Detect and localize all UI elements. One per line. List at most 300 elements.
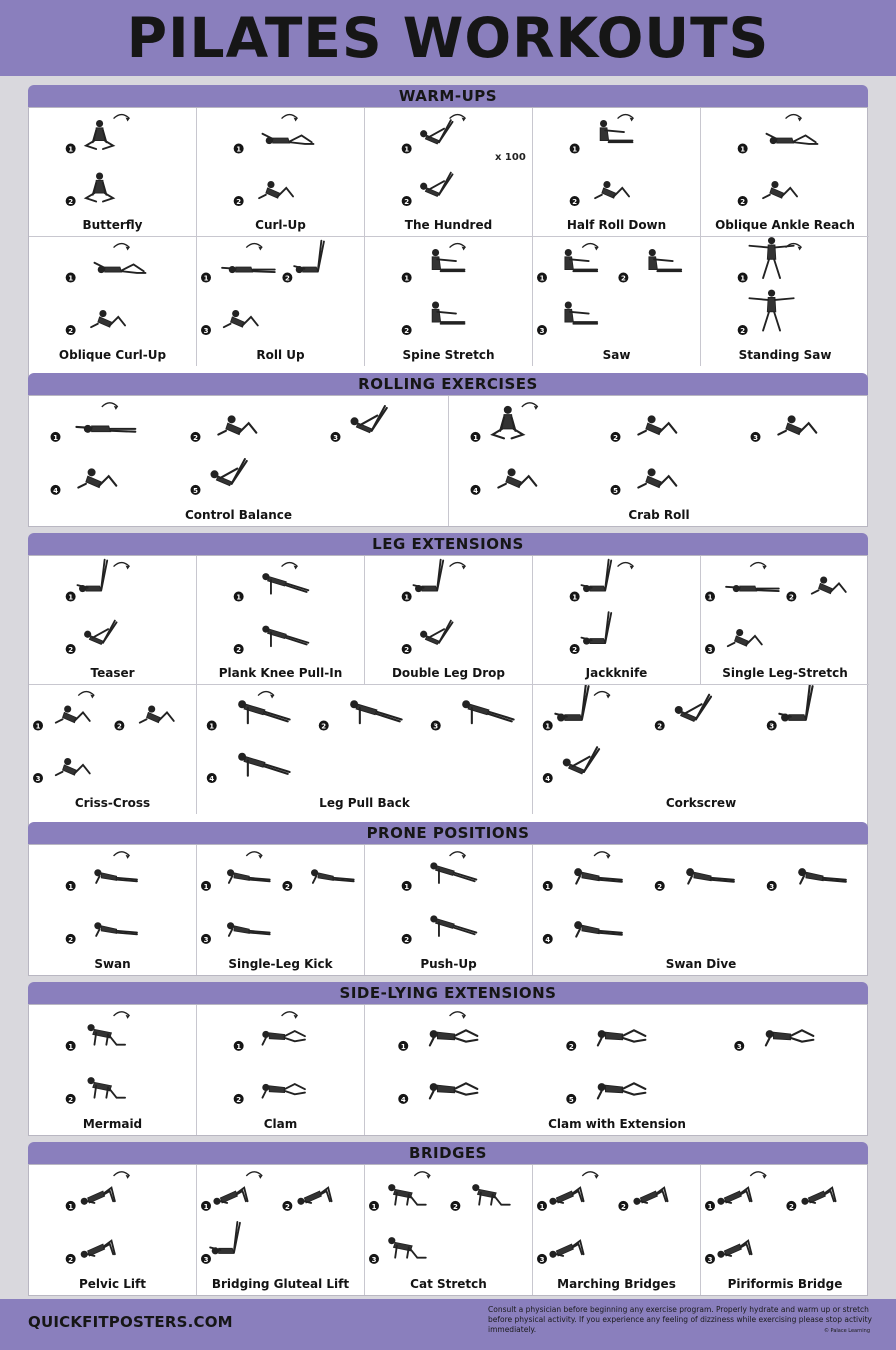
exercise-name: Bridging Gluteal Lift (211, 1277, 350, 1291)
svg-text:3: 3 (203, 1255, 209, 1264)
svg-text:2: 2 (657, 722, 663, 731)
svg-text:1: 1 (707, 1202, 713, 1211)
svg-text:2: 2 (404, 935, 410, 944)
exercise-figure (420, 621, 452, 645)
exercise-figure (726, 585, 779, 592)
svg-text:2: 2 (284, 1202, 290, 1211)
exercise-card-bridging-gluteal-lift (197, 1165, 365, 1295)
exercise-figure (649, 249, 681, 271)
exercise-card-saw (533, 237, 701, 366)
svg-text:3: 3 (35, 775, 41, 784)
exercise-figure (686, 868, 734, 883)
exercise-name: Crab Roll (628, 508, 690, 522)
svg-text:1: 1 (236, 1042, 242, 1051)
exercise-figure (218, 415, 256, 434)
svg-text:2: 2 (68, 327, 74, 336)
svg-text:5: 5 (568, 1095, 574, 1104)
exercise-figure (728, 629, 762, 646)
motion-arrow-icon (522, 403, 538, 407)
exercise-illustration (197, 1165, 365, 1275)
motion-arrow-icon (102, 403, 118, 407)
svg-text:2: 2 (68, 646, 74, 655)
exercise-figure (351, 406, 387, 433)
exercise-card-standing-saw (701, 237, 869, 366)
exercise-figure (600, 120, 632, 142)
svg-text:1: 1 (68, 274, 74, 283)
svg-text:3: 3 (203, 935, 209, 944)
svg-text:1: 1 (209, 722, 215, 731)
exercise-figure (87, 1024, 125, 1045)
exercise-card-double-leg-drop (365, 556, 533, 685)
exercise-illustration (197, 556, 365, 665)
exercise-figure (717, 1188, 751, 1205)
exercise-figure (778, 415, 816, 434)
exercise-name: Marching Bridges (557, 1277, 676, 1291)
exercise-figure (91, 310, 125, 327)
exercise-illustration (701, 237, 869, 346)
exercise-name: Corkscrew (665, 796, 737, 810)
svg-text:3: 3 (753, 433, 758, 442)
exercise-figure (81, 1188, 115, 1205)
exercise-figure (638, 468, 676, 487)
exercise-figure (563, 747, 599, 774)
exercise-card-push-up (365, 845, 533, 975)
svg-text:2: 2 (236, 646, 242, 655)
svg-text:4: 4 (545, 775, 551, 784)
exercise-card-control-balance (29, 396, 449, 526)
section-panel (28, 395, 868, 527)
exercise-name: Push-Up (420, 957, 477, 971)
exercise-illustration (365, 1005, 869, 1115)
exercise-figure (498, 468, 536, 487)
svg-text:3: 3 (203, 327, 209, 336)
exercise-figure (581, 560, 611, 592)
svg-text:2: 2 (452, 1202, 458, 1211)
svg-text:2: 2 (404, 327, 410, 336)
exercise-name: Mermaid (82, 1117, 143, 1131)
exercise-card-half-roll-down (533, 108, 701, 237)
svg-text:3: 3 (371, 1255, 377, 1264)
svg-text:1: 1 (404, 593, 410, 602)
svg-text:1: 1 (53, 433, 58, 442)
exercise-name: Clam with Extension (548, 1117, 686, 1131)
exercise-card-butterfly (29, 108, 197, 237)
exercise-name: Double Leg Drop (391, 666, 506, 680)
motion-arrow-icon (114, 244, 130, 248)
exercise-figure (574, 921, 622, 936)
exercise-illustration (533, 108, 701, 217)
exercise-figure (472, 1184, 510, 1205)
exercise-name: Criss-Cross (74, 796, 151, 810)
exercise-card-spine-stretch (365, 237, 533, 366)
exercise-figure (81, 1241, 115, 1258)
svg-text:1: 1 (740, 274, 746, 283)
exercise-figure (766, 134, 817, 144)
svg-text:2: 2 (321, 722, 327, 731)
exercise-name: Pelvic Lift (79, 1277, 146, 1291)
exercise-figure (227, 869, 270, 883)
section-prone-positions (28, 822, 868, 976)
section-header: PRONE POSITIONS (28, 822, 868, 844)
exercise-figure (749, 237, 793, 278)
svg-text:3: 3 (769, 882, 775, 891)
footer-bar (0, 1299, 896, 1350)
exercise-name: Oblique Ankle Reach (715, 218, 855, 232)
poster-title: PILATES WORKOUTS (126, 6, 770, 70)
svg-text:1: 1 (203, 1202, 209, 1211)
exercise-figure (224, 310, 258, 327)
exercise-figure (462, 700, 513, 723)
exercise-figure (213, 1188, 247, 1205)
svg-text:4: 4 (545, 935, 551, 944)
exercise-figure (294, 241, 324, 273)
exercise-illustration (29, 685, 197, 794)
exercise-name: Saw (602, 348, 631, 362)
svg-text:4: 4 (53, 486, 58, 495)
exercise-card-jackknife (533, 556, 701, 685)
exercise-name: Single-Leg Kick (228, 957, 333, 971)
exercise-name: Jackknife (585, 666, 648, 680)
svg-text:2: 2 (68, 1255, 74, 1264)
svg-text:2: 2 (236, 198, 242, 207)
exercise-illustration (533, 556, 701, 665)
exercise-figure (420, 120, 452, 144)
svg-text:1: 1 (572, 145, 578, 154)
exercise-illustration (365, 845, 533, 955)
section-leg-extensions (28, 533, 868, 837)
motion-arrow-icon (582, 244, 598, 248)
exercise-figure (227, 922, 270, 936)
exercise-figure (801, 1188, 835, 1205)
exercise-illustration (29, 845, 197, 955)
exercise-figure (430, 862, 476, 883)
exercise-figure (262, 1084, 305, 1098)
exercise-figure (574, 868, 622, 883)
section-panel (28, 844, 868, 976)
exercise-card-leg-pull-back (197, 685, 533, 814)
exercise-card-clam-with-extension (365, 1005, 869, 1135)
exercise-figure (420, 173, 452, 197)
svg-text:5: 5 (613, 486, 618, 495)
exercise-name: Swan (94, 957, 131, 971)
exercise-name: Swan Dive (665, 957, 737, 971)
exercise-illustration (29, 1165, 197, 1275)
svg-text:2: 2 (68, 198, 74, 207)
exercise-figure (595, 181, 629, 198)
exercise-illustration (701, 108, 869, 217)
svg-text:2: 2 (572, 646, 578, 655)
svg-text:1: 1 (203, 274, 209, 283)
exercise-figure (555, 685, 588, 721)
svg-text:2: 2 (193, 433, 198, 442)
svg-text:1: 1 (203, 882, 209, 891)
exercise-illustration (365, 108, 533, 217)
svg-text:1: 1 (400, 1042, 406, 1051)
exercise-name: Half Roll Down (566, 218, 667, 232)
rep-count-text: x 100 (495, 152, 526, 163)
exercise-illustration (701, 1165, 869, 1275)
svg-text:1: 1 (68, 1202, 74, 1211)
svg-text:1: 1 (236, 593, 242, 602)
section-header: WARM-UPS (28, 85, 868, 107)
section-header: ROLLING EXERCISES (28, 373, 868, 395)
exercise-name: Oblique Curl-Up (58, 348, 167, 362)
svg-text:2: 2 (740, 198, 746, 207)
svg-text:4: 4 (209, 775, 215, 784)
exercise-illustration (533, 685, 869, 794)
exercise-figure (549, 1241, 583, 1258)
svg-text:2: 2 (404, 646, 410, 655)
svg-text:3: 3 (707, 646, 713, 655)
svg-text:1: 1 (473, 433, 478, 442)
svg-text:1: 1 (539, 1202, 545, 1211)
exercise-figure (432, 301, 464, 323)
motion-arrow-icon (246, 244, 262, 248)
exercise-figure (262, 626, 308, 647)
svg-text:1: 1 (707, 593, 713, 602)
exercise-figure (76, 425, 135, 433)
exercise-card-plank-knee-pull-in (197, 556, 365, 685)
exercise-figure (87, 1077, 125, 1098)
exercise-illustration (449, 396, 869, 506)
exercise-figure (238, 753, 289, 776)
exercise-figure (766, 1030, 814, 1045)
exercise-figure (262, 134, 313, 144)
exercise-name: Clam (263, 1117, 298, 1131)
exercise-card-cat-stretch (365, 1165, 533, 1295)
svg-text:1: 1 (68, 1042, 74, 1051)
exercise-figure (549, 1188, 583, 1205)
exercise-card-curl-up (197, 108, 365, 237)
exercise-figure (262, 1031, 305, 1045)
exercise-figure (94, 922, 137, 936)
exercise-figure (350, 700, 401, 723)
exercise-name: Butterfly (82, 218, 143, 232)
exercise-card-oblique-ankle-reach (701, 108, 869, 237)
exercise-figure (84, 621, 116, 645)
svg-text:2: 2 (613, 433, 618, 442)
exercise-card-roll-up (197, 237, 365, 366)
exercise-figure (675, 695, 711, 722)
exercise-figure (598, 1083, 646, 1098)
exercise-card-swan (29, 845, 197, 975)
svg-text:1: 1 (545, 722, 551, 731)
svg-text:1: 1 (572, 593, 578, 602)
svg-text:2: 2 (404, 198, 410, 207)
svg-text:1: 1 (68, 882, 74, 891)
exercise-illustration (197, 108, 365, 217)
section-panel (28, 1004, 868, 1136)
svg-text:1: 1 (404, 145, 410, 154)
svg-text:2: 2 (284, 274, 290, 283)
exercise-figure (430, 1083, 478, 1098)
disclaimer-text: Consult a physician before beginning any exercise program. Properly hydrate and warm up or stretch before physical activity. If you experience any feeling of dizziness while exercising please stop activity immediately. (488, 1305, 872, 1334)
exercise-figure (430, 915, 476, 936)
exercise-figure (413, 560, 443, 592)
motion-arrow-icon (450, 244, 466, 248)
exercise-card-oblique-curl-up (29, 237, 197, 366)
exercise-figure (86, 120, 113, 149)
exercise-illustration (197, 237, 365, 346)
exercise-figure (297, 1188, 331, 1205)
exercise-figure (798, 868, 846, 883)
exercise-figure (238, 700, 289, 723)
exercise-name: The Hundred (404, 218, 493, 232)
exercise-card-corkscrew (533, 685, 869, 814)
exercise-card-marching-bridges (533, 1165, 701, 1295)
exercise-card-the-hundred (365, 108, 533, 237)
exercise-illustration (365, 556, 533, 665)
svg-text:2: 2 (657, 882, 663, 891)
svg-text:3: 3 (539, 327, 545, 336)
exercise-figure (717, 1241, 751, 1258)
svg-text:2: 2 (68, 1095, 74, 1104)
exercise-figure (94, 263, 145, 273)
exercise-illustration (197, 845, 365, 955)
exercise-figure (749, 290, 793, 331)
exercise-card-swan-dive (533, 845, 869, 975)
exercise-card-single-leg-kick (197, 845, 365, 975)
section-panel (28, 555, 868, 837)
section-warm-ups (28, 85, 868, 388)
exercise-card-clam (197, 1005, 365, 1135)
section-rolling-exercises (28, 373, 868, 527)
section-panel (28, 107, 868, 388)
svg-text:5: 5 (193, 486, 198, 495)
exercise-figure (140, 705, 174, 722)
exercise-name: Single Leg-Stretch (722, 666, 848, 680)
exercise-figure (211, 459, 247, 486)
svg-text:2: 2 (68, 935, 74, 944)
website-link[interactable]: QUICKFITPOSTERS.COM (28, 1313, 233, 1331)
svg-text:1: 1 (35, 722, 41, 731)
exercise-figure (388, 1184, 426, 1205)
section-header: SIDE-LYING EXTENSIONS (28, 982, 868, 1004)
exercise-figure (78, 468, 116, 487)
svg-text:1: 1 (740, 145, 746, 154)
exercise-illustration (29, 237, 197, 346)
svg-text:2: 2 (620, 274, 626, 283)
exercise-illustration (197, 685, 533, 794)
exercise-name: Standing Saw (738, 348, 832, 362)
exercise-card-criss-cross (29, 685, 197, 814)
exercise-name: Piriformis Bridge (727, 1277, 843, 1291)
svg-text:2: 2 (788, 593, 794, 602)
exercise-figure (56, 758, 90, 775)
exercise-figure (210, 1222, 240, 1254)
svg-text:4: 4 (400, 1095, 406, 1104)
exercise-illustration (533, 845, 869, 955)
exercise-name: Roll Up (256, 348, 305, 362)
svg-text:2: 2 (620, 1202, 626, 1211)
exercise-illustration (533, 237, 701, 346)
exercise-illustration (197, 1005, 365, 1115)
svg-text:2: 2 (236, 1095, 242, 1104)
exercise-figure (262, 573, 308, 594)
exercise-card-single-leg-stretch (701, 556, 869, 685)
svg-text:1: 1 (545, 882, 551, 891)
exercise-figure (311, 869, 354, 883)
exercise-illustration (701, 556, 869, 665)
exercise-illustration (29, 556, 197, 665)
svg-text:3: 3 (736, 1042, 742, 1051)
exercise-figure (581, 612, 611, 644)
svg-text:3: 3 (769, 722, 775, 731)
section-bridges (28, 1142, 868, 1296)
section-panel (28, 1164, 868, 1296)
exercise-illustration (29, 396, 449, 506)
exercise-figure (633, 1188, 667, 1205)
exercise-card-crab-roll (449, 396, 869, 526)
exercise-figure (388, 1237, 426, 1258)
exercise-illustration (533, 1165, 701, 1275)
section-header: BRIDGES (28, 1142, 868, 1164)
exercise-card-teaser (29, 556, 197, 685)
exercise-figure (259, 181, 293, 198)
exercise-illustration (365, 1165, 533, 1275)
exercise-figure (565, 301, 597, 323)
svg-text:2: 2 (572, 198, 578, 207)
exercise-figure (565, 249, 597, 271)
exercise-figure (56, 705, 90, 722)
exercise-card-pelvic-lift (29, 1165, 197, 1295)
svg-text:1: 1 (371, 1202, 377, 1211)
exercise-figure (779, 685, 812, 721)
exercise-figure (86, 172, 113, 201)
exercise-name: Teaser (90, 666, 135, 680)
exercise-name: Curl-Up (255, 218, 306, 232)
exercise-name: Spine Stretch (402, 348, 495, 362)
exercise-name: Cat Stretch (410, 1277, 487, 1291)
svg-text:3: 3 (707, 1255, 713, 1264)
svg-text:3: 3 (539, 1255, 545, 1264)
exercise-figure (222, 266, 275, 273)
exercise-illustration (365, 237, 533, 346)
svg-text:1: 1 (68, 593, 74, 602)
svg-text:1: 1 (404, 882, 410, 891)
svg-text:1: 1 (404, 274, 410, 283)
exercise-illustration (29, 108, 197, 217)
svg-text:4: 4 (473, 486, 478, 495)
exercise-figure (812, 576, 846, 593)
exercise-figure (430, 1030, 478, 1045)
exercise-figure (94, 869, 137, 883)
svg-text:3: 3 (333, 433, 338, 442)
exercise-figure (493, 406, 523, 438)
section-side-lying-extensions (28, 982, 868, 1136)
exercise-card-piriformis-bridge (701, 1165, 869, 1295)
svg-text:2: 2 (740, 327, 746, 336)
exercise-figure (638, 415, 676, 434)
exercise-name: Leg Pull Back (319, 796, 410, 810)
svg-text:3: 3 (433, 722, 439, 731)
exercise-illustration (29, 1005, 197, 1115)
section-header: LEG EXTENSIONS (28, 533, 868, 555)
exercise-figure (763, 181, 797, 198)
svg-text:2: 2 (788, 1202, 794, 1211)
svg-text:2: 2 (568, 1042, 574, 1051)
svg-text:1: 1 (236, 145, 242, 154)
copyright-text: © Palace Learning (823, 1328, 870, 1334)
svg-text:1: 1 (68, 145, 74, 154)
exercise-figure (598, 1030, 646, 1045)
svg-text:1: 1 (539, 274, 545, 283)
exercise-name: Control Balance (184, 508, 293, 522)
exercise-card-mermaid (29, 1005, 197, 1135)
svg-text:2: 2 (116, 722, 122, 731)
exercise-figure (77, 560, 107, 592)
exercise-name: Plank Knee Pull-In (218, 666, 343, 680)
